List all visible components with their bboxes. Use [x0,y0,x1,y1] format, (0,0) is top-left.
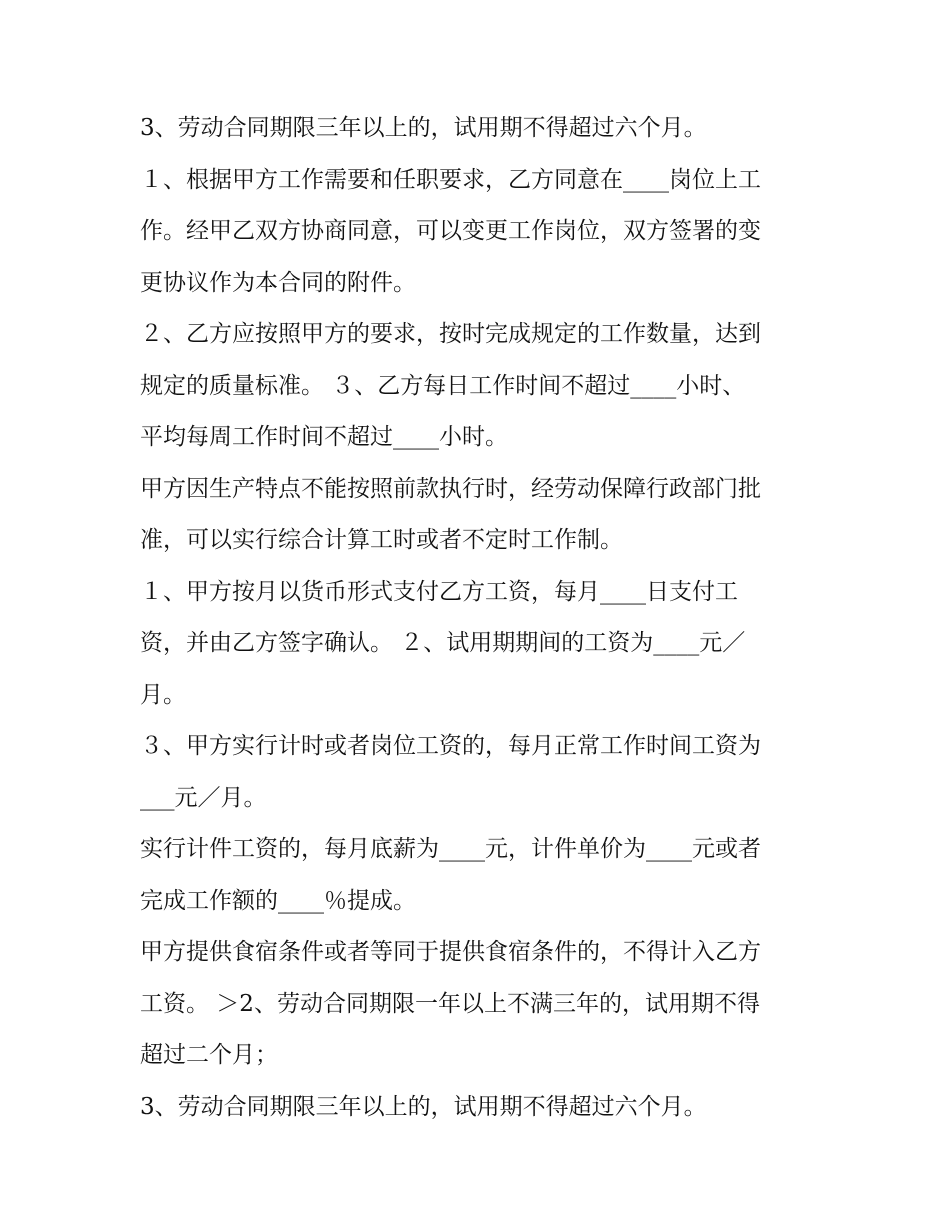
text-line: 3、劳动合同期限三年以上的，试用期不得超过六个月。 [140,1094,707,1120]
text-line: 月。 [140,682,186,708]
text-line: 资，并由乙方签字确认。 ２、试用期期间的工资为____元／ [140,630,746,656]
text-line: 甲方因生产特点不能按照前款执行时，经劳动保障行政部门批 [140,476,761,502]
text-line: 完成工作额的____％提成。 [140,888,416,914]
text-line: ３、甲方实行计时或者岗位工资的，每月正常工作时间工资为 [140,733,761,759]
text-line: 超过二个月； [140,1042,278,1068]
text-line: 3、劳动合同期限三年以上的，试用期不得超过六个月。 [140,115,707,141]
text-line: 规定的质量标准。 ３、乙方每日工作时间不超过____小时、 [140,373,746,399]
text-line: 实行计件工资的，每月底薪为____元，计件单价为____元或者 [140,836,761,862]
text-line: 更协议作为本合同的附件。 [140,270,416,296]
text-line: ___元／月。 [140,785,267,811]
text-line: 准，可以实行综合计算工时或者不定时工作制。 [140,527,623,553]
text-line: 工资。 ＞2、劳动合同期限一年以上不满三年的，试用期不得 [140,991,760,1017]
text-line: 平均每周工作时间不超过____小时。 [140,424,508,450]
text-line: １、甲方按月以货币形式支付乙方工资，每月____日支付工 [140,579,738,605]
text-line: １、根据甲方工作需要和任职要求，乙方同意在____岗位上工 [140,167,761,193]
text-line: 作。经甲乙双方协商同意，可以变更工作岗位，双方签署的变 [140,218,761,244]
text-line: ２、乙方应按照甲方的要求，按时完成规定的工作数量，达到 [140,321,761,347]
text-line: 甲方提供食宿条件或者等同于提供食宿条件的，不得计入乙方 [140,939,761,965]
